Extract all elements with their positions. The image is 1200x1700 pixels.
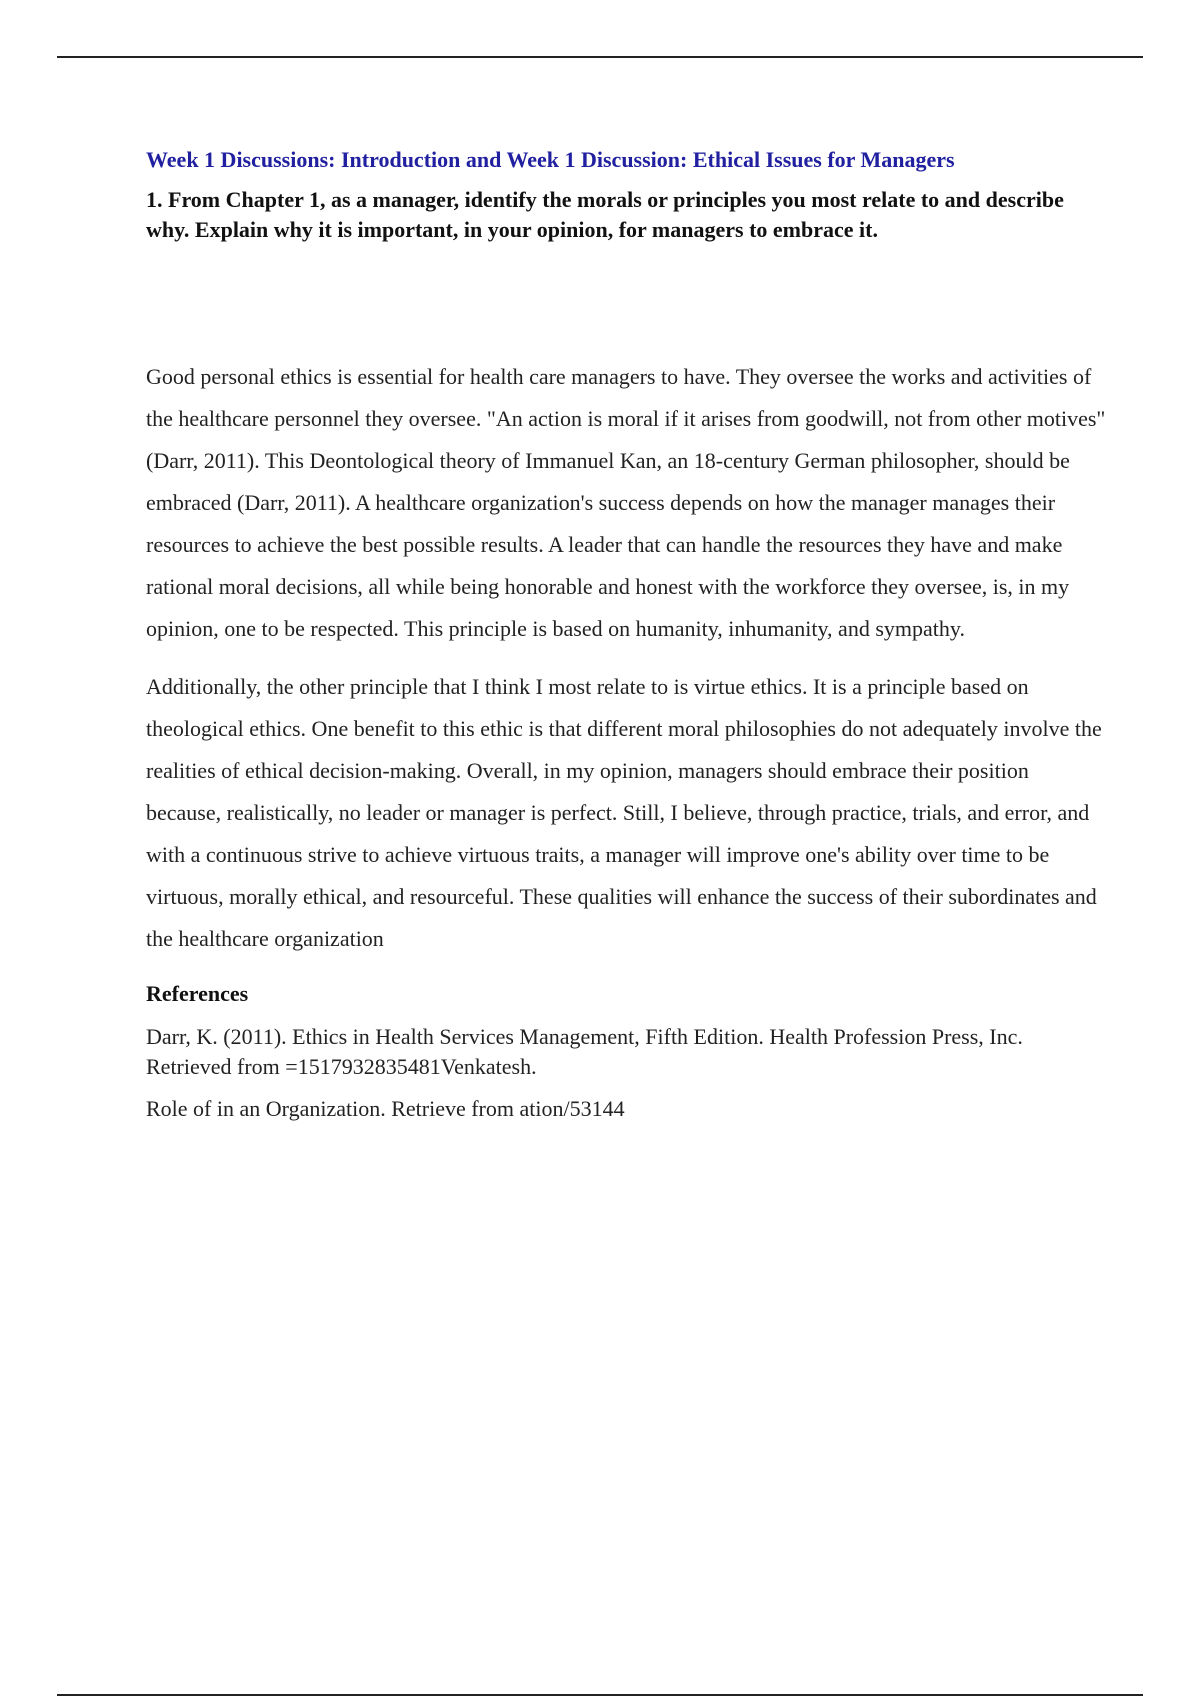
document-body (146, 143, 1106, 1124)
top-divider (57, 56, 1143, 58)
bottom-divider (57, 1694, 1143, 1696)
body-paragraph-1: Good personal ethics is essential for health care managers to have. They oversee the works and activities of the healthcare personnel they oversee. "An action is moral if it arises from goodwill, not from other motives" (Darr, 2011). This Deontological theory of Immanuel Kan, an 18-century German philosopher, should be embraced (Darr, 2011). A healthcare organization's success depends on how the manager manages their resources to achieve the best possible results. A leader that can handle the resources they have and make rational moral decisions, all while being honorable and honest with the workforce they oversee, is, in my opinion, one to be respected. This principle is based on humanity, inhumanity, and sympathy. (146, 364, 1106, 641)
references-heading: References (146, 981, 249, 1006)
reference-item-2: Role of in an Organization. Retrieve from ation/53144 (146, 1096, 625, 1121)
document-title: Week 1 Discussions: Introduction and Week 1 Discussion: Ethical Issues for Managers (146, 147, 955, 172)
body-paragraph-2: Additionally, the other principle that I think I most relate to is virtue ethics. It is a principle based on theological ethics. One benefit to this ethic is that different moral philosophies do not adequately involve the realities of ethical decision-making. Overall, in my opinion, managers should embrace their position because, realistically, no leader or manager is perfect. Still, I believe, through practice, trials, and error, and with a continuous strive to achieve virtuous traits, a manager will improve one's ability over time to be virtuous, morally ethical, and resourceful. These qualities will enhance the success of their subordinates and the healthcare organization (146, 674, 1102, 951)
reference-item-1: Darr, K. (2011). Ethics in Health Services Management, Fifth Edition. Health Profession Press, Inc. Retrieved from =1517932835481Venkatesh. (146, 1024, 1023, 1079)
discussion-question: 1. From Chapter 1, as a manager, identify the morals or principles you most relate to and describe why. Explain why it is important, in your opinion, for managers to embrace it. (146, 187, 1064, 242)
